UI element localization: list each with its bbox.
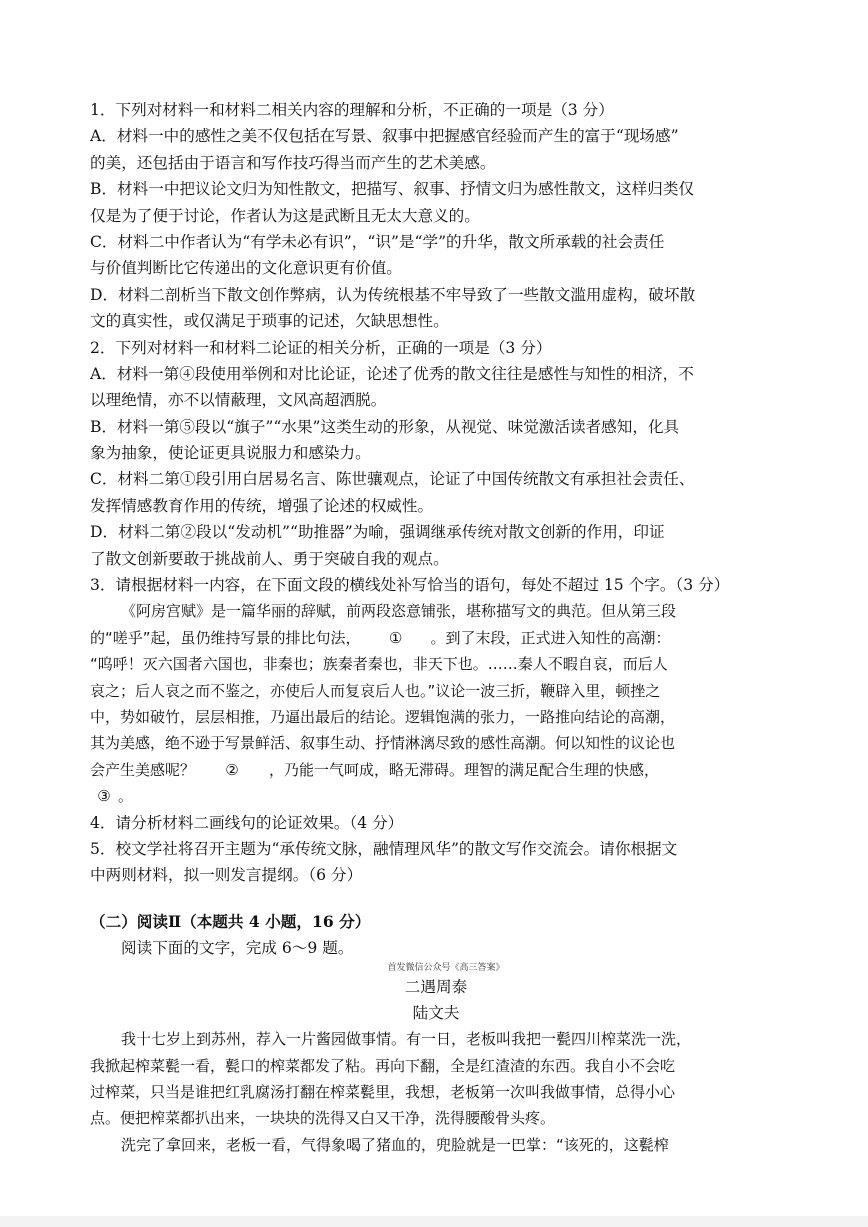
q3-stem: 3．请根据材料一内容，在下面文段的横线处补写恰当的语句，每处不超过 15 个字。（3 分） [90,576,730,595]
q3-passage-line [90,783,782,809]
story-paragraph-line: 我十七岁上到苏州，荐入一片酱园做事情。有一日，老板叫我把一甏四川榨菜洗一洗， [121,1030,692,1049]
q3-passage-text: 。到了末段，正式进入知性的高潮： [430,628,671,647]
question-1 [90,97,782,335]
q1-option-a-cont: 的美，还包括由于语言和写作技巧得当而产生的艺术美感。 [90,153,496,172]
q1-stem: 1．下列对材料一和材料二相关内容的理解和分析，不正确的一项是（3 分） [90,101,614,119]
q3-passage-line [90,757,782,783]
q2-option-c: C．材料二第①段引用白居易名言、陈世骧观点，论证了中国传统散文有承担社会责任、 [90,470,695,489]
q2-option-d-cont: 了散文创新要敢于挑战前人、勇于突破自我的观点。 [90,549,449,568]
q2-option-a-cont: 以理绝情，亦不以情蔽理，文风高超洒脱。 [90,391,387,410]
question-3 [90,572,782,810]
answer-blank-3[interactable]: ③ [90,783,118,809]
q1-option-c-cont: 与价值判断比它传递出的文化意识更有价值。 [90,259,402,278]
q3-passage-line: “呜呼！灭六国者六国也，非秦也；族秦者秦也，非天下也。……秦人不暇自哀，而后人 [90,655,668,674]
watermark-text: 首发微信公众号《高三答案》 [387,962,505,973]
story-paragraph-line: 过榨菜，只当是谁把红乳腐汤打翻在榨菜甏里，我想，老板第一次叫我做事情，总得小心 [90,1083,676,1102]
q1-option-d-cont: 文的真实性，或仅满足于琐事的记述，欠缺思想性。 [90,312,449,331]
q3-passage-line [90,625,782,651]
section-instruction: 阅读下面的文字，完成 6～9 题。 [121,939,354,958]
answer-blank-2[interactable]: ② [195,757,269,783]
q1-option-a: A．材料一中的感性之美不仅包括在写景、叙事中把握感官经验而产生的富于“现场感” [90,127,679,146]
q3-passage-line: 中，势如破竹，层层相推，乃逼出最后的结论。逻辑饱满的张力，一路推向结论的高潮， [90,707,676,726]
q2-option-b-cont: 象为抽象，使论证更具说服力和感染力。 [90,444,371,463]
story-paragraph-line: 洗完了拿回来，老板一看，气得象喝了猪血的，兜脸就是一巴掌：“该死的，这甏榨 [121,1135,669,1154]
section-title: （二）阅读Ⅱ（本题共 4 小题，16 分） [90,911,371,931]
question-4: 4．请分析材料二画线句的论证效果。（4 分） [90,813,404,832]
answer-blank-1[interactable]: ① [361,625,431,651]
q5-stem-cont: 中两则材料，拟一则发言提纲。（6 分） [90,866,363,885]
page-bottom-edge [0,1216,868,1227]
story-title: 二遇周泰 [404,977,468,996]
q3-passage-line: 《阿房宫赋》是一篇华丽的辞赋，前两段恣意铺张，堪称描写文的典范。但从第三段 [121,602,677,621]
q1-option-b-cont: 仅是为了便于讨论，作者认为这是武断且无太大意义的。 [90,206,480,225]
q3-passage-line: 其为美感，绝不逊于写景鲜活、叙事生动、抒情淋漓尽致的感性高潮。何以知性的议论也 [90,734,676,753]
question-2 [90,335,782,573]
story-paragraph-line: 我掀起榨菜甏一看，甏口的榨菜都发了粘。再向下翻，全是红渣渣的东西。我自小不会吃 [90,1056,676,1075]
section-gap [90,889,782,909]
q1-option-b: B．材料一中把议论文归为知性散文，把描写、叙事、抒情文归为感性散文，这样归类仅 [90,180,695,199]
q1-option-d: D．材料二剖析当下散文创作弊病，认为传统根基不牢导致了一些散文滥用虚构，破坏散 [90,285,696,304]
question-5 [90,836,782,889]
q3-passage-text: 。 [118,787,134,806]
q2-option-d: D．材料二第②段以“发动机”“助推器”为喻，强调继承传统对散文创新的作用，印证 [90,523,665,542]
q1-option-c: C．材料二中作者认为“有学未必有识”，“识”是“学”的升华，散文所承载的社会责任 [90,232,665,251]
q2-stem: 2．下列对材料一和材料二论证的相关分析，正确的一项是（3 分） [90,338,552,357]
reading-section-2 [90,909,782,1159]
page-content [90,97,782,1158]
q3-passage-text: 会产生美感呢？ [90,760,196,779]
story-author: 陆文夫 [412,1003,460,1022]
q5-stem: 5．校文学社将召开主题为“承传统文脉，融情理风华”的散文写作交流会。请你根据文 [90,839,678,858]
q3-passage-line: 哀之；后人哀之而不鉴之，亦使后人而复哀后人也。”议论一波三折，鞭辟入里，顿挫之 [90,681,661,700]
story-paragraph-line: 点。便把榨菜都扒出来，一块块的洗得又白又干净，洗得腰酸骨头疼。 [90,1109,556,1128]
q2-option-a: A．材料一第④段使用举例和对比论证，论述了优秀的散文往往是感性与知性的相济，不 [90,364,694,383]
q3-passage-text: ，乃能一气呵成，略无滞碍。理智的满足配合生理的快感， [269,760,660,779]
q2-option-c-cont: 发挥情感教育作用的传统，增强了论述的权威性。 [90,496,434,515]
q3-passage-text: 的“嗟乎”起，虽仍维持写景的排比句法， [90,628,361,647]
q2-option-b: B．材料一第⑤段以“旗子”“水果”这类生动的形象，从视觉、味觉激活读者感知，化具 [90,417,680,436]
